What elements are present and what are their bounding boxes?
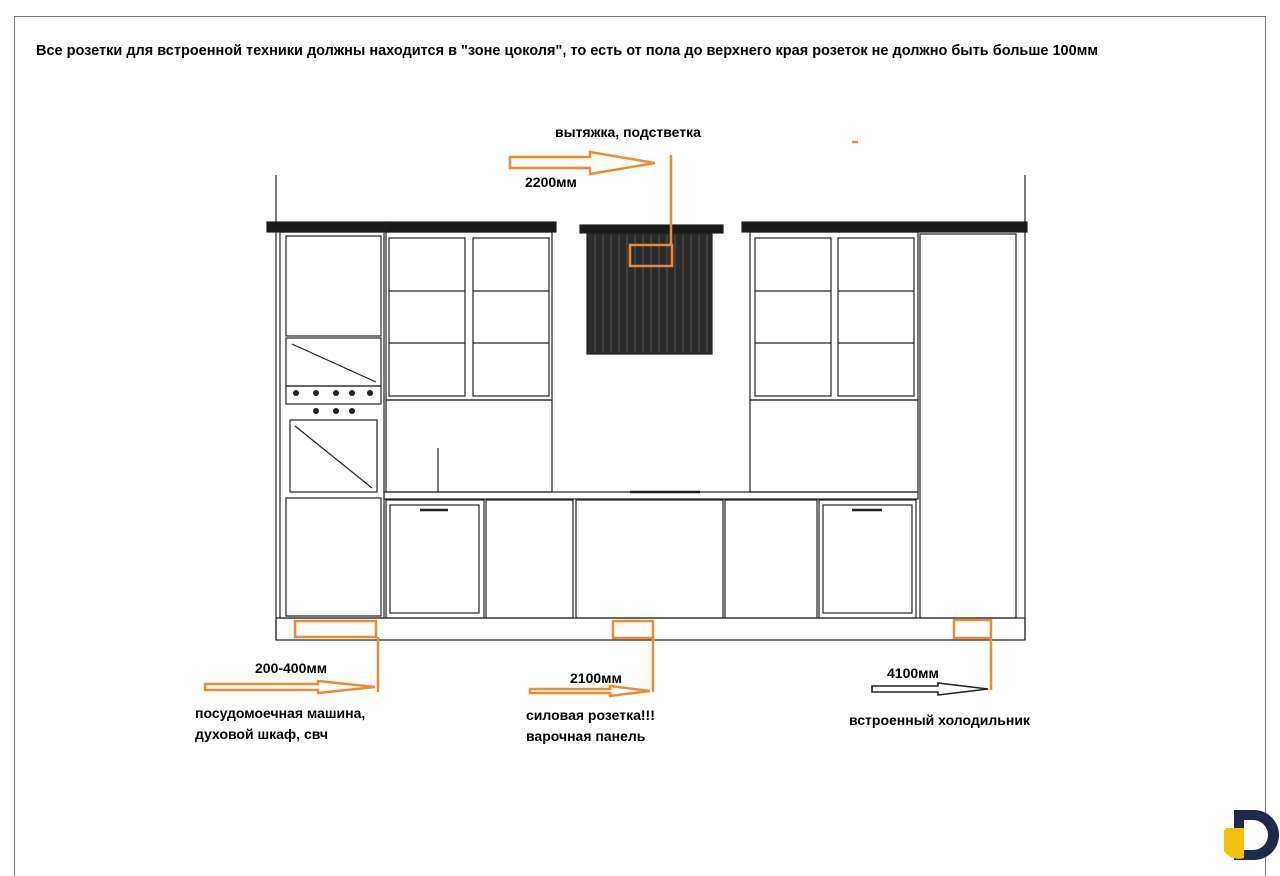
- left-distance-label: 200-400мм: [255, 660, 328, 676]
- base-cabinet-oven: [576, 500, 723, 618]
- cornice-upper-left: [386, 222, 556, 232]
- cornice-hood: [580, 225, 723, 233]
- right-distance-label: 4100мм: [887, 665, 939, 681]
- base-cabinet-3: [819, 500, 916, 618]
- upper-cabinet-left: [386, 232, 552, 400]
- left-top-door: [286, 236, 381, 336]
- hood-height-label: 2200мм: [525, 174, 577, 190]
- center-socket-marker: [613, 621, 653, 638]
- power-socket-label: силовая розетка!!! варочная панель: [526, 707, 655, 744]
- base-cabinet-2: [725, 500, 817, 618]
- left-socket-marker: [295, 621, 376, 637]
- center-distance-label: 2100мм: [570, 670, 622, 686]
- fridge-column: [920, 234, 1016, 618]
- left-tall-cabinet: [280, 232, 384, 618]
- brand-logo-icon: [1224, 806, 1280, 864]
- header-note: Все розетки для встроенной техники должны находится в "зоне цоколя", то есть от пола до верхнего края розеток не должно быть больше 100мм: [36, 43, 1099, 59]
- backsplash-right: [750, 400, 918, 492]
- backsplash-left: [386, 400, 552, 492]
- left-bottom-door: [286, 498, 381, 616]
- control-panel: [286, 386, 381, 404]
- hood-label: вытяжка, подстветка: [555, 124, 701, 140]
- arrow-left: [205, 681, 375, 693]
- cornice-right: [742, 222, 1027, 232]
- cornice-left: [267, 222, 387, 232]
- microwave-unit: [286, 338, 381, 386]
- glass-door-2: [473, 238, 549, 396]
- upper-cabinet-right: [750, 232, 918, 400]
- base-cabinet-1: [486, 500, 573, 618]
- fridge-label: встроенный холодильник: [849, 712, 1030, 728]
- right-socket-marker: [954, 620, 991, 638]
- oven-diagonal: [295, 426, 372, 488]
- microwave-diagonal: [292, 344, 376, 382]
- range-hood: [587, 233, 712, 354]
- dishwasher: [386, 500, 484, 618]
- glass-door-1: [389, 238, 465, 396]
- left-appliances-label: посудомоечная машина, духовой шкаф, свч: [195, 705, 366, 742]
- arrow-hood: [510, 152, 655, 174]
- glass-door-3: [755, 238, 831, 396]
- glass-door-4: [838, 238, 914, 396]
- arrow-right: [872, 683, 988, 695]
